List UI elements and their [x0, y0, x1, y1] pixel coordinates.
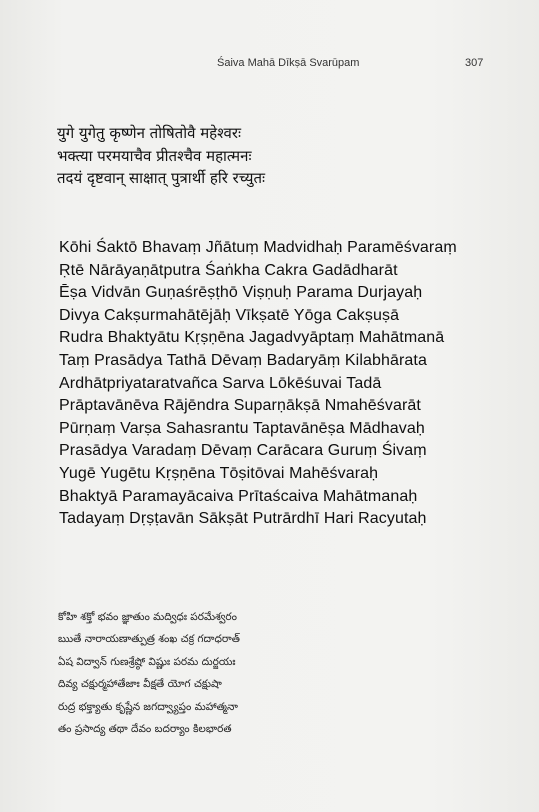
sanskrit-line: युगे युगेतु कृष्णेन तोषितोवै महेश्वरः	[57, 124, 242, 142]
transliteration-line: Prāptavānēva Rājēndra Suparṇākṣā Nmahēśvarāt	[59, 397, 421, 415]
transliteration-line: Ardhātpriyataratvañca Sarva Lōkēśuvai Tadā	[59, 374, 382, 392]
running-header	[0, 57, 539, 73]
telugu-verse-block	[58, 606, 488, 740]
transliteration-line: Prasādya Varadaṃ Dēvaṃ Carācara Guruṃ Śivaṃ	[59, 442, 427, 460]
transliteration-line: Ēṣa Vidvān Guṇaśrēṣṭhō Viṣṇuḥ Parama Durjayaḥ	[59, 284, 423, 302]
transliteration-line: Taṃ Prasādya Tathā Dēvaṃ Badaryāṃ Kilabhārata	[59, 351, 427, 369]
transliteration-line: Yugē Yugētu Kṛṣṇēna Tōṣitōvai Mahēśvaraḥ	[59, 464, 379, 482]
telugu-line: రుద్ర భక్త్యాతు కృష్ణేన జగద్వ్యాప్తం మహాత్మనా	[58, 700, 238, 713]
transliteration-line: Rudra Bhaktyātu Kṛṣṇēna Jagadvyāptaṃ Mahātmanā	[59, 329, 445, 347]
telugu-line: దివ్య చక్షుర్మహాతేజాః వీక్షతే యోగ చక్షుషా	[58, 678, 222, 691]
transliteration-line: Tadayaṃ Dṛṣṭavān Sākṣāt Putrārdhī Hari Racyutaḥ	[59, 510, 427, 528]
transliteration-line: Pūrṇaṃ Varṣa Sahasrantu Taptavānēṣa Mādhavaḥ	[59, 419, 425, 437]
transliteration-line: Kōhi Śaktō Bhavaṃ Jñātuṃ Madvidhaḥ Paramēśvaraṃ	[59, 239, 457, 256]
sanskrit-verse-block	[57, 122, 497, 190]
telugu-line: ఏష విద్వాన్ గుణశ్రేష్ఠో విష్ణుః పరమ దుర్జయః	[58, 655, 236, 668]
transliteration-line: Divya Cakṣurmahātējāḥ Vīkṣatē Yōga Cakṣuṣā	[59, 306, 400, 324]
header-title: Śaiva Mahā Dīkṣā Svarūpam	[217, 57, 360, 69]
telugu-line: కోహి శక్తో భవం జ్ఞాతుం మద్విధః పరమేశ్వరం	[58, 611, 237, 623]
telugu-line: ఋతే నారాయణాత్పుత్ర శంఖ చక్ర గదాధరాత్	[58, 633, 240, 646]
transliteration-line: Ṛtē Nārāyaṇātputra Śaṅkha Cakra Gadādharāt	[59, 261, 398, 279]
transliteration-line: Bhaktyā Paramayācaiva Prītaścaiva Mahātmanaḥ	[59, 487, 418, 505]
sanskrit-line: तदयं दृष्टवान् साक्षात् पुत्रार्थी हरि रच्युतः	[57, 169, 266, 187]
transliteration-block	[59, 237, 509, 531]
telugu-line: తం ప్రసాద్య తథా దేవం బదర్యాం కిలభారత	[58, 723, 232, 736]
sanskrit-line: भक्त्या परमयाचैव प्रीतश्चैव महात्मनः	[57, 146, 252, 165]
page-number: 307	[465, 57, 484, 69]
